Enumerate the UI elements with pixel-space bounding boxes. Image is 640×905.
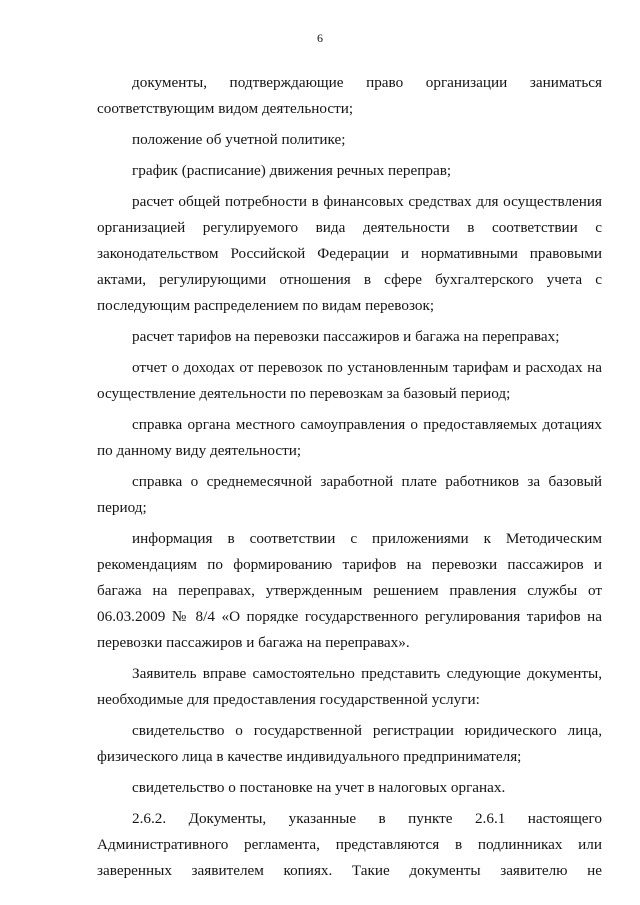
paragraph: свидетельство о постановке на учет в налоговых органах. (132, 779, 506, 796)
paragraph: 2.6.2. Документы, указанные в пункте 2.6.1 настоящего Административного регламента, представляются в подлинниках или заверенных заявителем копиях. Такие документы заявителю не (97, 810, 602, 879)
paragraph: положение об учетной политике; (132, 131, 346, 148)
paragraph: информация в соответствии с приложениями к Методическим рекомендациям по формированию тарифов на перевозки пассажиров и багажа на переправах, утвержденным решением правления службы от 06.03.2009 № 8/4 «О порядке государственного регулирования тарифов на перевозки пассажиров и багажа на переправах». (97, 530, 602, 651)
document-body (97, 70, 602, 884)
paragraph: Заявитель вправе самостоятельно представить следующие документы, необходимые для предоставления государственной услуги: (97, 665, 602, 708)
paragraph: график (расписание) движения речных переправ; (132, 162, 452, 179)
paragraph: расчет общей потребности в финансовых средствах для осуществления организацией регулируемого вида деятельности в соответствии с законодательством Российской Федерации и нормативными правовыми актами, регулирующими отношения в сфере бухгалтерского учета с последующим распределением по видам перевозок; (97, 193, 602, 314)
paragraph: справка о среднемесячной заработной плате работников за базовый период; (97, 473, 602, 516)
page-number: 6 (317, 31, 323, 45)
paragraph: документы, подтверждающие право организации заниматься соответствующим видом деятельности; (97, 74, 602, 117)
paragraph: справка органа местного самоуправления о предоставляемых дотациях по данному виду деятельности; (97, 416, 602, 459)
paragraph: отчет о доходах от перевозок по установленным тарифам и расходах на осуществление деятельности по перевозкам за базовый период; (97, 359, 602, 402)
paragraph: свидетельство о государственной регистрации юридического лица, физического лица в качестве индивидуального предпринимателя; (97, 722, 602, 765)
paragraph: расчет тарифов на перевозки пассажиров и багажа на переправах; (132, 328, 560, 345)
